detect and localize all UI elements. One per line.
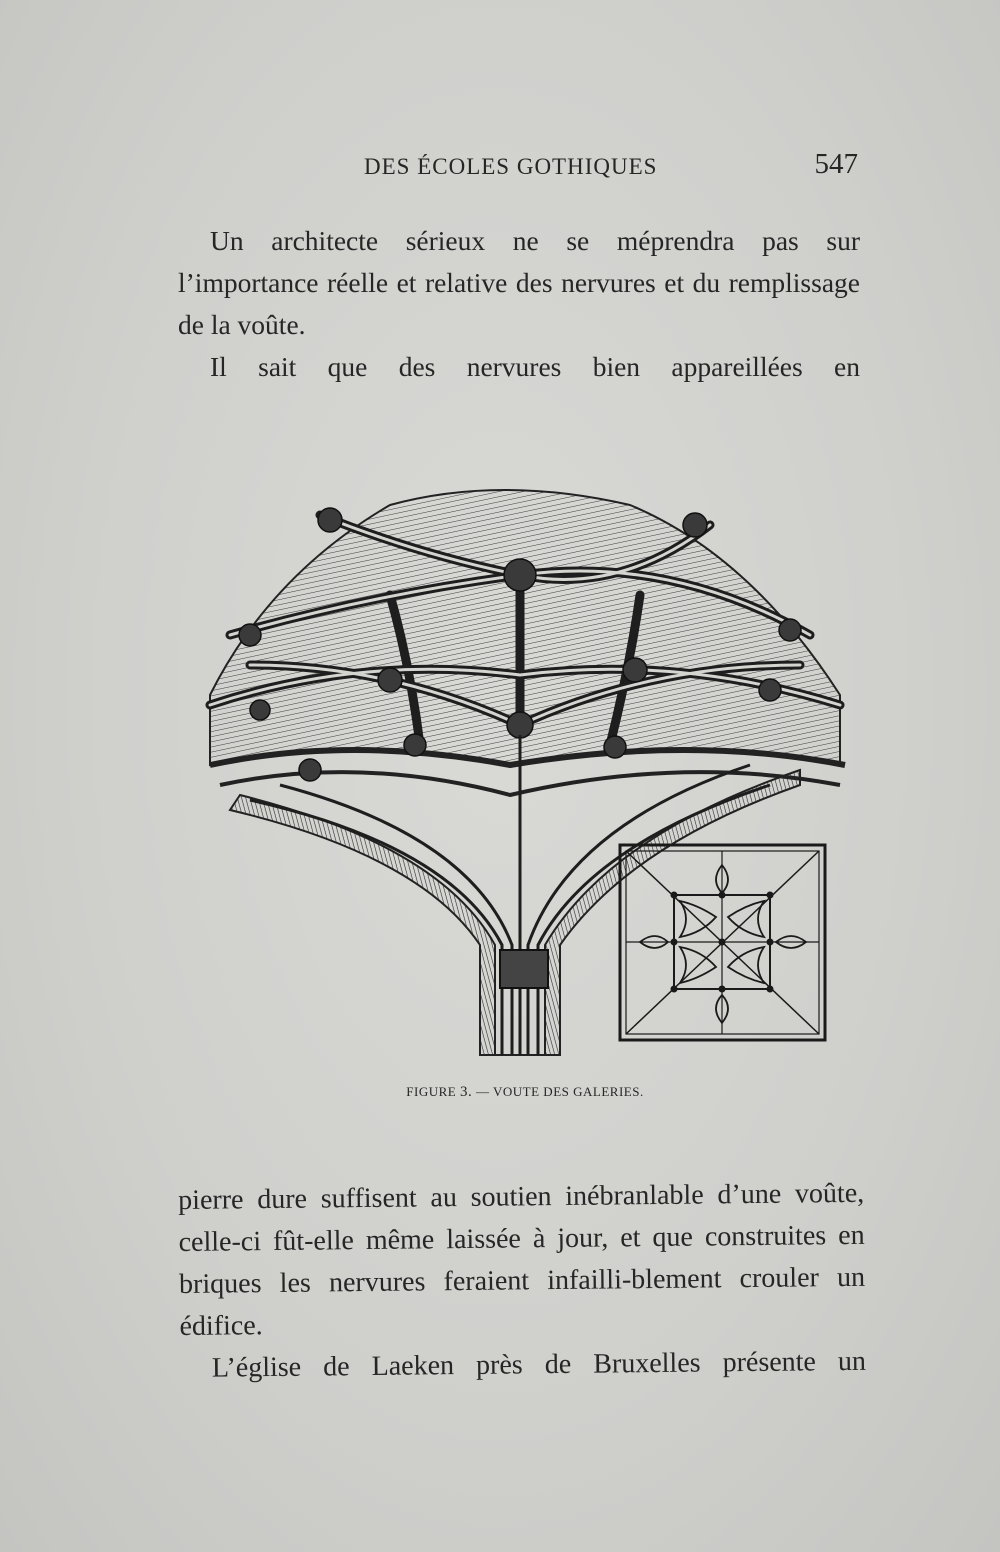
running-head: DES ÉCOLES GOTHIQUES xyxy=(364,154,658,179)
vault-engraving xyxy=(190,465,860,1065)
caption-number: 3. xyxy=(460,1084,473,1100)
caption-prefix: FIGURE xyxy=(406,1084,457,1099)
paragraph: L’église de Laeken près de Bruxelles présente un xyxy=(211,1345,867,1384)
paragraph: Il sait que des nervures bien appareillées en xyxy=(210,351,860,382)
paragraph: pierre dure suffisent au soutien inébranlable d’une voûte, celle-ci fût-elle même laissée à jour, et que construites en briques les nervures feraient infailli-blement crouler un édifice. xyxy=(178,1177,866,1342)
bottom-text-block xyxy=(178,1173,866,1390)
paragraph: Un architecte sérieux ne se méprendra pas sur l’importance réelle et relative des nervures et du remplissage de la voûte. xyxy=(178,225,860,340)
top-text-block xyxy=(178,220,860,388)
figure-caption xyxy=(190,1084,860,1101)
vault-engraving-figure xyxy=(190,465,860,1065)
caption-dash: — xyxy=(472,1084,494,1099)
page-header xyxy=(178,150,858,190)
pillar-capital xyxy=(500,950,548,988)
pillar-fan xyxy=(230,770,800,1055)
page-number: 547 xyxy=(814,148,858,180)
vault-plan-diagram xyxy=(620,845,825,1040)
caption-title: VOUTE DES GALERIES. xyxy=(493,1084,644,1099)
